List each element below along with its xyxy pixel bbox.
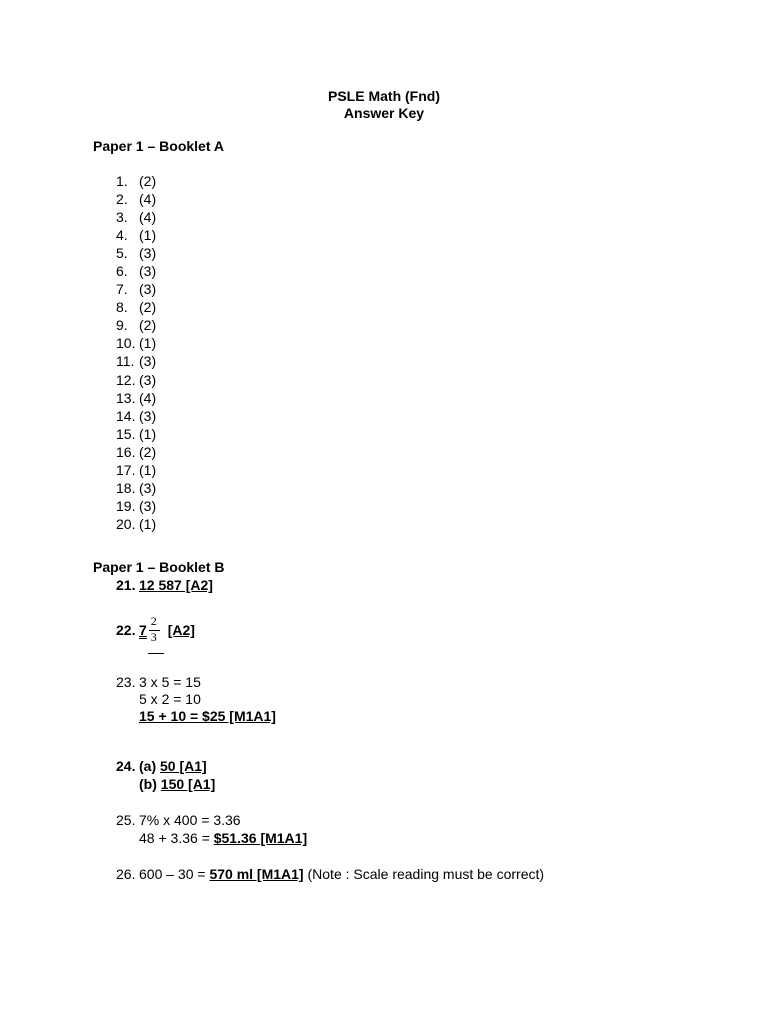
- answer-choice: (2): [139, 299, 157, 316]
- answer-23: 15 + 10 = $25 [M1A1]: [139, 708, 276, 724]
- question-26: [116, 865, 544, 883]
- answer-choice: (3): [139, 245, 157, 262]
- list-item: [116, 316, 156, 334]
- question-number: 23.: [116, 674, 136, 690]
- list-item: [116, 352, 156, 370]
- list-item: [116, 425, 156, 443]
- list-item: [116, 443, 156, 461]
- answer-22-mark: [A2]: [167, 622, 195, 638]
- question-number: 4.: [116, 227, 128, 244]
- question-number: 24.: [116, 758, 136, 774]
- fraction-denominator: 3: [150, 630, 157, 645]
- booklet-b-heading: Paper 1 – Booklet B: [93, 559, 225, 575]
- answer-choice: (2): [139, 443, 157, 460]
- question-number: 12.: [116, 371, 136, 388]
- document-title: [0, 88, 768, 122]
- answer-26-note: (Note : Scale reading must be correct): [303, 866, 545, 882]
- question-number: 6.: [116, 263, 128, 280]
- list-item: [116, 334, 156, 352]
- list-item: [116, 461, 156, 479]
- booklet-a-heading: Paper 1 – Booklet A: [93, 138, 224, 154]
- working-23-line-2: 5 x 2 = 10: [139, 691, 201, 707]
- answer-choice: (3): [139, 263, 157, 280]
- question-24: [116, 757, 207, 775]
- question-number: 20.: [116, 515, 136, 532]
- working-25-prefix: 48 + 3.36 =: [139, 830, 214, 846]
- question-21: [116, 576, 213, 594]
- answer-choice: (1): [139, 425, 157, 442]
- question-number: 2.: [116, 191, 128, 208]
- list-item: [116, 479, 156, 497]
- answer-choice: (3): [139, 371, 157, 388]
- answer-choice: (4): [139, 389, 157, 406]
- question-number: 5.: [116, 245, 128, 262]
- booklet-a-answer-list: [116, 172, 156, 533]
- answer-choice: (3): [139, 497, 157, 514]
- list-item: [116, 298, 156, 316]
- question-24b: [139, 775, 215, 793]
- answer-22-underline-left: [139, 638, 147, 639]
- question-number: 22.: [116, 622, 136, 638]
- list-item: [116, 190, 156, 208]
- list-item: [116, 497, 156, 515]
- answer-24b: 150 [A1]: [160, 776, 216, 792]
- working-25-line-2: [139, 829, 307, 847]
- question-number: 17.: [116, 461, 136, 478]
- answer-choice: (4): [139, 191, 157, 208]
- question-number: 21.: [116, 577, 136, 593]
- question-number: 10.: [116, 335, 136, 352]
- question-number: 15.: [116, 425, 136, 442]
- working-25-line-1: 7% x 400 = 3.36: [139, 812, 241, 828]
- list-item: [116, 172, 156, 190]
- answer-choice: (1): [139, 515, 157, 532]
- answer-choice: (2): [139, 173, 157, 189]
- answer-22-underline-below: [148, 653, 164, 654]
- list-item: [116, 262, 156, 280]
- question-number: 25.: [116, 812, 136, 828]
- question-number: 19.: [116, 497, 136, 514]
- list-item: [116, 389, 156, 407]
- working-26: 600 – 30 =: [139, 866, 210, 882]
- part-b-label: (b): [139, 776, 157, 792]
- question-number: 11.: [116, 353, 135, 370]
- answer-22-whole: 7: [139, 622, 147, 638]
- question-number: 13.: [116, 389, 136, 406]
- answer-22-fraction: [148, 616, 162, 646]
- answer-25: $51.36 [M1A1]: [213, 830, 308, 846]
- answer-choice: (3): [139, 281, 157, 298]
- list-item: [116, 515, 156, 533]
- answer-choice: (3): [139, 479, 157, 496]
- answer-choice: (2): [139, 317, 157, 334]
- question-number: 7.: [116, 281, 128, 298]
- list-item: [116, 208, 156, 226]
- list-item: [116, 371, 156, 389]
- list-item: [116, 280, 156, 298]
- question-number: 1.: [116, 173, 128, 189]
- answer-choice: (1): [139, 461, 157, 478]
- list-item: [116, 226, 156, 244]
- list-item: [116, 407, 156, 425]
- answer-choice: (4): [139, 209, 157, 226]
- fraction-numerator: 2: [150, 614, 157, 629]
- question-23: [116, 673, 201, 691]
- question-number: 9.: [116, 317, 128, 334]
- question-22: [116, 615, 195, 646]
- question-number: 3.: [116, 209, 128, 226]
- answer-24a: 50 [A1]: [160, 758, 207, 774]
- answer-21: 12 587 [A2]: [139, 577, 213, 593]
- answer-choice: (3): [139, 407, 157, 424]
- answer-choice: (1): [139, 227, 157, 244]
- question-number: 14.: [116, 407, 136, 424]
- question-number: 8.: [116, 299, 128, 316]
- list-item: [116, 244, 156, 262]
- title-line-1: PSLE Math (Fnd): [328, 88, 440, 104]
- part-a-label: (a): [139, 758, 157, 774]
- question-number: 16.: [116, 443, 136, 460]
- question-number: 18.: [116, 479, 136, 496]
- question-25: [116, 811, 241, 829]
- answer-26: 570 ml [M1A1]: [209, 866, 304, 882]
- title-line-2: Answer Key: [343, 105, 425, 121]
- question-number: 26.: [116, 866, 136, 882]
- answer-choice: (3): [139, 353, 157, 370]
- answer-choice: (1): [139, 335, 157, 352]
- working-23-line-1: 3 x 5 = 15: [139, 674, 201, 690]
